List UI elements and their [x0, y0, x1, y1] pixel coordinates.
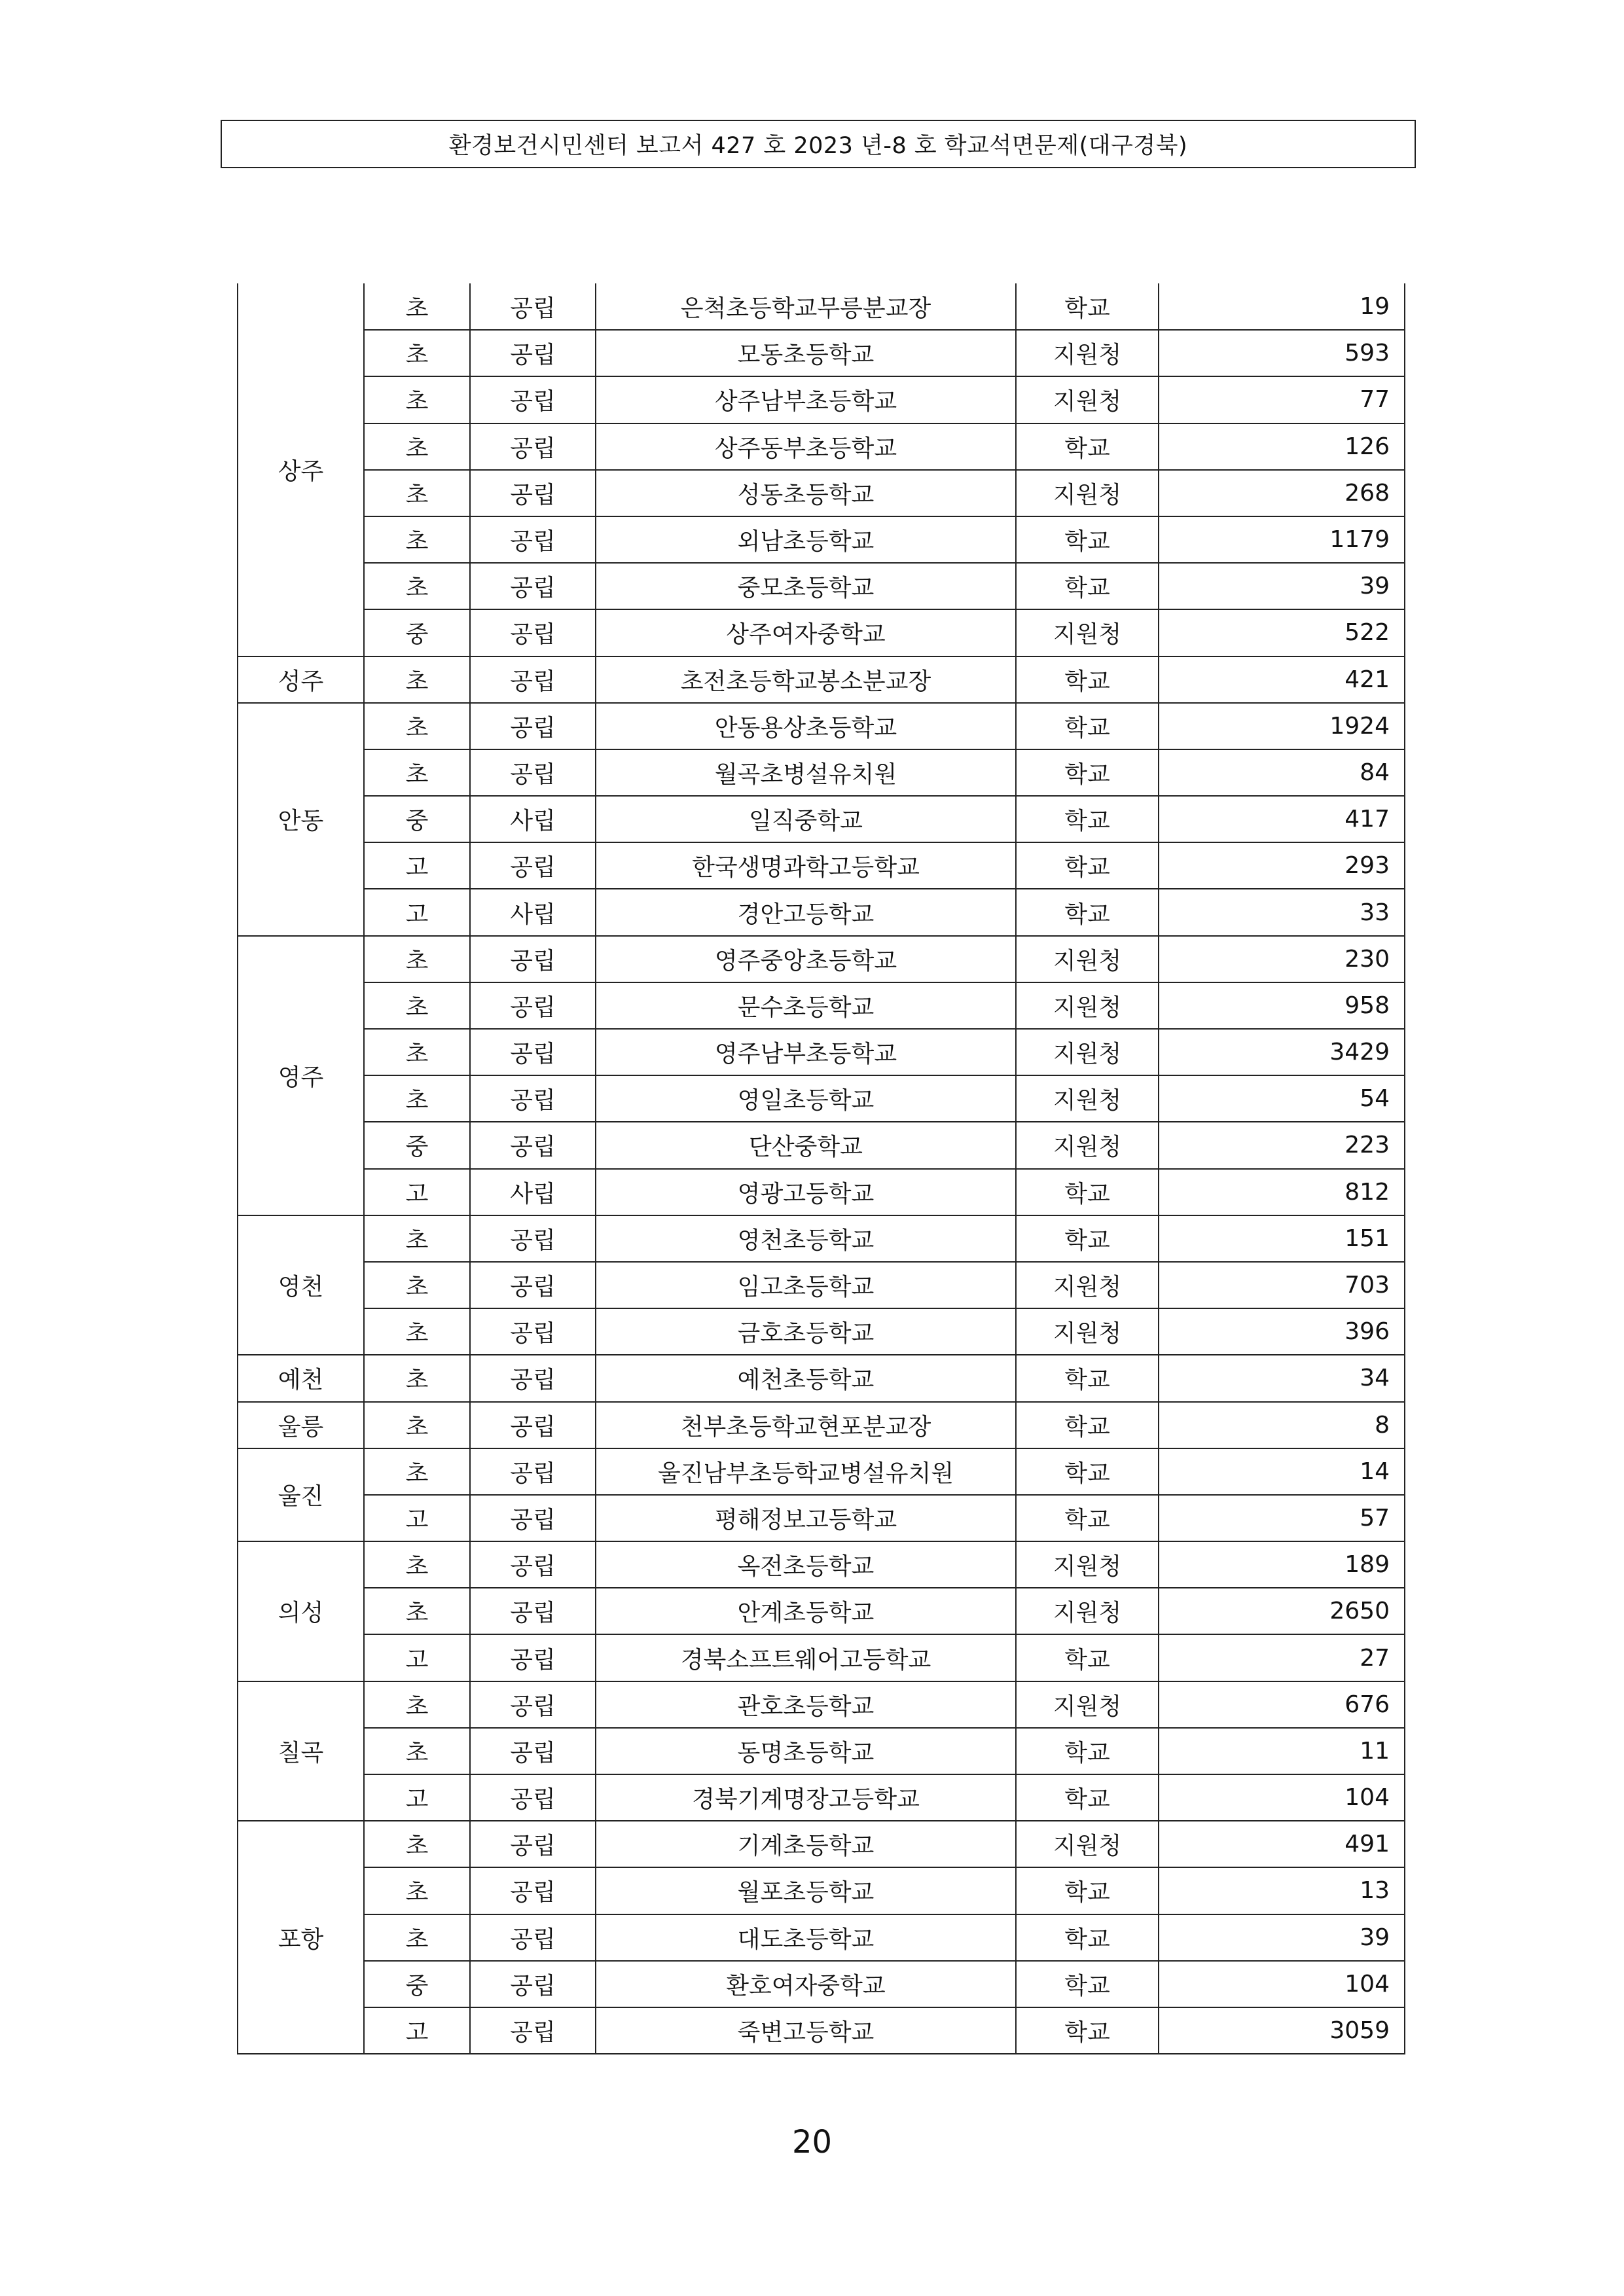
count-cell: 19	[1159, 283, 1405, 330]
region-cell: 칠곡	[238, 1681, 364, 1821]
school-level-cell: 초	[364, 283, 470, 330]
school-name-cell: 외남초등학교	[596, 516, 1016, 563]
table-row	[238, 563, 1405, 609]
school-level-cell: 중	[364, 1961, 470, 2007]
school-name-cell: 경안고등학교	[596, 889, 1016, 935]
founding-type-cell: 공립	[470, 470, 596, 516]
count-cell: 3059	[1159, 2007, 1405, 2054]
count-cell: 104	[1159, 1961, 1405, 2007]
school-level-cell: 고	[364, 842, 470, 889]
count-cell: 293	[1159, 842, 1405, 889]
table-row	[238, 283, 1405, 330]
school-level-cell: 초	[364, 749, 470, 796]
school-name-cell: 중모초등학교	[596, 563, 1016, 609]
school-level-cell: 초	[364, 423, 470, 470]
school-name-cell: 영주남부초등학교	[596, 1029, 1016, 1075]
management-cell: 학교	[1016, 703, 1159, 749]
management-cell: 학교	[1016, 796, 1159, 842]
count-cell: 84	[1159, 749, 1405, 796]
table-row	[238, 842, 1405, 889]
school-level-cell: 초	[364, 1402, 470, 1448]
founding-type-cell: 공립	[470, 1821, 596, 1867]
founding-type-cell: 공립	[470, 982, 596, 1029]
school-level-cell: 초	[364, 1355, 470, 1401]
school-name-cell: 울진남부초등학교병설유치원	[596, 1448, 1016, 1495]
table-row	[238, 470, 1405, 516]
school-level-cell: 초	[364, 330, 470, 376]
table-row	[238, 1961, 1405, 2007]
table-row	[238, 889, 1405, 935]
school-level-cell: 중	[364, 609, 470, 656]
count-cell: 2650	[1159, 1588, 1405, 1634]
management-cell: 학교	[1016, 1634, 1159, 1681]
founding-type-cell: 공립	[470, 1774, 596, 1821]
region-cell: 울릉	[238, 1402, 364, 1448]
table-row	[238, 796, 1405, 842]
founding-type-cell: 공립	[470, 1308, 596, 1355]
founding-type-cell: 공립	[470, 516, 596, 563]
school-name-cell: 한국생명과학고등학교	[596, 842, 1016, 889]
count-cell: 126	[1159, 423, 1405, 470]
school-level-cell: 초	[364, 1262, 470, 1308]
founding-type-cell: 공립	[470, 423, 596, 470]
school-name-cell: 금호초등학교	[596, 1308, 1016, 1355]
count-cell: 958	[1159, 982, 1405, 1029]
school-level-cell: 중	[364, 1122, 470, 1168]
count-cell: 522	[1159, 609, 1405, 656]
school-name-cell: 월포초등학교	[596, 1867, 1016, 1914]
founding-type-cell: 공립	[470, 376, 596, 423]
school-level-cell: 초	[364, 516, 470, 563]
management-cell: 학교	[1016, 1728, 1159, 1774]
school-level-cell: 초	[364, 376, 470, 423]
count-cell: 396	[1159, 1308, 1405, 1355]
management-cell: 학교	[1016, 1448, 1159, 1495]
management-cell: 학교	[1016, 889, 1159, 935]
count-cell: 812	[1159, 1169, 1405, 1215]
founding-type-cell: 공립	[470, 1448, 596, 1495]
management-cell: 지원청	[1016, 936, 1159, 982]
management-cell: 지원청	[1016, 376, 1159, 423]
school-level-cell: 초	[364, 1029, 470, 1075]
school-level-cell: 초	[364, 563, 470, 609]
count-cell: 703	[1159, 1262, 1405, 1308]
school-name-cell: 대도초등학교	[596, 1914, 1016, 1961]
school-name-cell: 영천초등학교	[596, 1215, 1016, 1262]
school-level-cell: 초	[364, 470, 470, 516]
management-cell: 지원청	[1016, 1681, 1159, 1728]
management-cell: 학교	[1016, 563, 1159, 609]
school-name-cell: 안동용상초등학교	[596, 703, 1016, 749]
school-name-cell: 옥전초등학교	[596, 1541, 1016, 1588]
school-name-cell: 영일초등학교	[596, 1075, 1016, 1122]
school-level-cell: 고	[364, 889, 470, 935]
table-row	[238, 2007, 1405, 2054]
region-cell: 영천	[238, 1215, 364, 1355]
school-name-cell: 경북기계명장고등학교	[596, 1774, 1016, 1821]
management-cell: 지원청	[1016, 1122, 1159, 1168]
founding-type-cell: 공립	[470, 1728, 596, 1774]
region-cell: 포항	[238, 1821, 364, 2054]
management-cell: 지원청	[1016, 609, 1159, 656]
table-row	[238, 1681, 1405, 1728]
table-row	[238, 1495, 1405, 1541]
founding-type-cell: 공립	[470, 1029, 596, 1075]
school-level-cell: 초	[364, 1308, 470, 1355]
management-cell: 학교	[1016, 283, 1159, 330]
management-cell: 지원청	[1016, 982, 1159, 1029]
school-name-cell: 예천초등학교	[596, 1355, 1016, 1401]
table-row	[238, 1402, 1405, 1448]
school-name-cell: 월곡초병설유치원	[596, 749, 1016, 796]
count-cell: 223	[1159, 1122, 1405, 1168]
school-level-cell: 고	[364, 1169, 470, 1215]
region-cell: 상주	[238, 283, 364, 656]
table-row	[238, 1169, 1405, 1215]
school-name-cell: 경북소프트웨어고등학교	[596, 1634, 1016, 1681]
school-name-cell: 관호초등학교	[596, 1681, 1016, 1728]
table-row	[238, 330, 1405, 376]
table-row	[238, 1774, 1405, 1821]
table-row	[238, 1029, 1405, 1075]
management-cell: 지원청	[1016, 1262, 1159, 1308]
management-cell: 학교	[1016, 1169, 1159, 1215]
school-name-cell: 단산중학교	[596, 1122, 1016, 1168]
school-level-cell: 초	[364, 1821, 470, 1867]
school-name-cell: 환호여자중학교	[596, 1961, 1016, 2007]
management-cell: 학교	[1016, 1495, 1159, 1541]
founding-type-cell: 공립	[470, 330, 596, 376]
count-cell: 33	[1159, 889, 1405, 935]
table-body	[238, 283, 1405, 2054]
table-row	[238, 1215, 1405, 1262]
count-cell: 39	[1159, 563, 1405, 609]
school-asbestos-table	[237, 283, 1405, 2054]
founding-type-cell: 공립	[470, 1867, 596, 1914]
school-name-cell: 임고초등학교	[596, 1262, 1016, 1308]
table-row	[238, 1914, 1405, 1961]
management-cell: 학교	[1016, 1867, 1159, 1914]
school-name-cell: 상주여자중학교	[596, 609, 1016, 656]
school-level-cell: 초	[364, 1448, 470, 1495]
founding-type-cell: 공립	[470, 936, 596, 982]
count-cell: 593	[1159, 330, 1405, 376]
table-row	[238, 1867, 1405, 1914]
management-cell: 학교	[1016, 1961, 1159, 2007]
management-cell: 지원청	[1016, 1821, 1159, 1867]
founding-type-cell: 공립	[470, 1262, 596, 1308]
count-cell: 39	[1159, 1914, 1405, 1961]
table-row	[238, 1728, 1405, 1774]
table-row	[238, 423, 1405, 470]
management-cell: 학교	[1016, 1914, 1159, 1961]
table-row	[238, 1588, 1405, 1634]
count-cell: 491	[1159, 1821, 1405, 1867]
management-cell: 학교	[1016, 423, 1159, 470]
school-name-cell: 초전초등학교봉소분교장	[596, 656, 1016, 703]
management-cell: 지원청	[1016, 1029, 1159, 1075]
count-cell: 1179	[1159, 516, 1405, 563]
founding-type-cell: 공립	[470, 1402, 596, 1448]
count-cell: 421	[1159, 656, 1405, 703]
school-name-cell: 상주동부초등학교	[596, 423, 1016, 470]
table-row	[238, 609, 1405, 656]
table-row	[238, 703, 1405, 749]
school-level-cell: 초	[364, 656, 470, 703]
count-cell: 230	[1159, 936, 1405, 982]
founding-type-cell: 공립	[470, 1355, 596, 1401]
school-level-cell: 초	[364, 1681, 470, 1728]
school-name-cell: 문수초등학교	[596, 982, 1016, 1029]
management-cell: 학교	[1016, 1215, 1159, 1262]
founding-type-cell: 공립	[470, 1075, 596, 1122]
management-cell: 학교	[1016, 842, 1159, 889]
management-cell: 지원청	[1016, 1588, 1159, 1634]
founding-type-cell: 공립	[470, 1914, 596, 1961]
count-cell: 13	[1159, 1867, 1405, 1914]
school-name-cell: 천부초등학교현포분교장	[596, 1402, 1016, 1448]
table-row	[238, 1355, 1405, 1401]
school-name-cell: 안계초등학교	[596, 1588, 1016, 1634]
management-cell: 학교	[1016, 1774, 1159, 1821]
management-cell: 학교	[1016, 656, 1159, 703]
count-cell: 1924	[1159, 703, 1405, 749]
school-name-cell: 영주중앙초등학교	[596, 936, 1016, 982]
table-row	[238, 1075, 1405, 1122]
management-cell: 학교	[1016, 1355, 1159, 1401]
founding-type-cell: 공립	[470, 1122, 596, 1168]
school-level-cell: 초	[364, 982, 470, 1029]
management-cell: 지원청	[1016, 470, 1159, 516]
management-cell: 학교	[1016, 516, 1159, 563]
school-level-cell: 고	[364, 1495, 470, 1541]
count-cell: 77	[1159, 376, 1405, 423]
school-level-cell: 초	[364, 1075, 470, 1122]
founding-type-cell: 사립	[470, 1169, 596, 1215]
report-header-title: 환경보건시민센터 보고서 427 호 2023 년-8 호 학교석면문제(대구경북)	[448, 133, 1188, 159]
count-cell: 27	[1159, 1634, 1405, 1681]
founding-type-cell: 공립	[470, 1215, 596, 1262]
table-row	[238, 1634, 1405, 1681]
count-cell: 104	[1159, 1774, 1405, 1821]
school-level-cell: 초	[364, 703, 470, 749]
school-level-cell: 초	[364, 1728, 470, 1774]
count-cell: 54	[1159, 1075, 1405, 1122]
region-cell: 울진	[238, 1448, 364, 1541]
management-cell: 지원청	[1016, 1075, 1159, 1122]
school-name-cell: 영광고등학교	[596, 1169, 1016, 1215]
founding-type-cell: 사립	[470, 889, 596, 935]
table-row	[238, 749, 1405, 796]
school-level-cell: 초	[364, 1541, 470, 1588]
table-row	[238, 1122, 1405, 1168]
school-level-cell: 중	[364, 796, 470, 842]
count-cell: 3429	[1159, 1029, 1405, 1075]
table-row	[238, 1541, 1405, 1588]
school-name-cell: 은척초등학교무릉분교장	[596, 283, 1016, 330]
region-cell: 의성	[238, 1541, 364, 1681]
count-cell: 8	[1159, 1402, 1405, 1448]
region-cell: 성주	[238, 656, 364, 703]
founding-type-cell: 공립	[470, 1634, 596, 1681]
table-row	[238, 1448, 1405, 1495]
founding-type-cell: 공립	[470, 283, 596, 330]
count-cell: 268	[1159, 470, 1405, 516]
founding-type-cell: 공립	[470, 749, 596, 796]
table-row	[238, 1262, 1405, 1308]
school-name-cell: 죽변고등학교	[596, 2007, 1016, 2054]
count-cell: 14	[1159, 1448, 1405, 1495]
count-cell: 417	[1159, 796, 1405, 842]
region-cell: 안동	[238, 703, 364, 936]
management-cell: 학교	[1016, 749, 1159, 796]
region-cell: 영주	[238, 936, 364, 1215]
school-name-cell: 성동초등학교	[596, 470, 1016, 516]
school-name-cell: 평해정보고등학교	[596, 1495, 1016, 1541]
founding-type-cell: 공립	[470, 1681, 596, 1728]
table-row	[238, 1308, 1405, 1355]
founding-type-cell: 공립	[470, 2007, 596, 2054]
founding-type-cell: 공립	[470, 842, 596, 889]
count-cell: 34	[1159, 1355, 1405, 1401]
founding-type-cell: 공립	[470, 1495, 596, 1541]
management-cell: 학교	[1016, 1402, 1159, 1448]
count-cell: 11	[1159, 1728, 1405, 1774]
table-row	[238, 982, 1405, 1029]
table-row	[238, 516, 1405, 563]
region-cell: 예천	[238, 1355, 364, 1401]
founding-type-cell: 사립	[470, 796, 596, 842]
school-level-cell: 초	[364, 1867, 470, 1914]
school-level-cell: 고	[364, 1634, 470, 1681]
school-level-cell: 초	[364, 1588, 470, 1634]
founding-type-cell: 공립	[470, 563, 596, 609]
management-cell: 학교	[1016, 2007, 1159, 2054]
management-cell: 지원청	[1016, 1541, 1159, 1588]
school-name-cell: 동명초등학교	[596, 1728, 1016, 1774]
founding-type-cell: 공립	[470, 1541, 596, 1588]
school-name-cell: 상주남부초등학교	[596, 376, 1016, 423]
founding-type-cell: 공립	[470, 1588, 596, 1634]
founding-type-cell: 공립	[470, 1961, 596, 2007]
founding-type-cell: 공립	[470, 609, 596, 656]
school-name-cell: 기계초등학교	[596, 1821, 1016, 1867]
table-row	[238, 656, 1405, 703]
report-header	[221, 120, 1416, 168]
count-cell: 57	[1159, 1495, 1405, 1541]
count-cell: 676	[1159, 1681, 1405, 1728]
school-name-cell: 모동초등학교	[596, 330, 1016, 376]
table-row	[238, 1821, 1405, 1867]
school-level-cell: 고	[364, 1774, 470, 1821]
count-cell: 151	[1159, 1215, 1405, 1262]
school-level-cell: 초	[364, 1215, 470, 1262]
school-level-cell: 고	[364, 2007, 470, 2054]
count-cell: 189	[1159, 1541, 1405, 1588]
table-row	[238, 936, 1405, 982]
school-name-cell: 일직중학교	[596, 796, 1016, 842]
management-cell: 지원청	[1016, 330, 1159, 376]
founding-type-cell: 공립	[470, 703, 596, 749]
management-cell: 지원청	[1016, 1308, 1159, 1355]
school-level-cell: 초	[364, 1914, 470, 1961]
founding-type-cell: 공립	[470, 656, 596, 703]
page-number: 20	[791, 2124, 833, 2161]
table-row	[238, 376, 1405, 423]
school-level-cell: 초	[364, 936, 470, 982]
